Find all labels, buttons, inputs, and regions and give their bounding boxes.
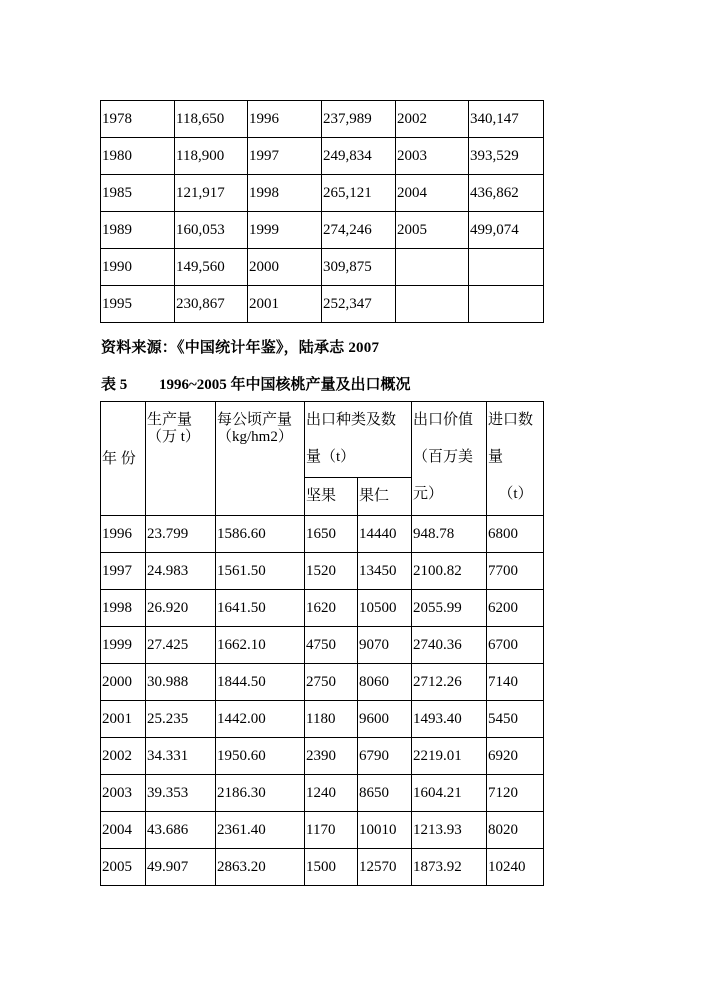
table-cell: 1170	[305, 812, 358, 849]
table-cell: 948.78	[412, 516, 487, 553]
table-cell: 274,246	[322, 212, 396, 249]
header-yield: 每公顷产量 （kg/hm2）	[216, 402, 305, 516]
table-cell: 1997	[248, 138, 322, 175]
header-export-value-line3: 元）	[413, 486, 444, 502]
table-cell: 118,650	[175, 101, 248, 138]
table-row	[101, 627, 544, 664]
table-row	[101, 812, 544, 849]
table-cell: 6790	[358, 738, 412, 775]
table-cell: 6700	[487, 627, 544, 664]
table-title	[101, 373, 411, 394]
table-cell	[396, 286, 469, 323]
table-row	[101, 249, 544, 286]
table-row	[101, 553, 544, 590]
table-row	[101, 738, 544, 775]
table-cell: 1240	[305, 775, 358, 812]
table-cell: 1999	[101, 627, 146, 664]
table-cell	[396, 249, 469, 286]
table-row	[101, 516, 544, 553]
table-cell: 118,900	[175, 138, 248, 175]
table-row	[101, 664, 544, 701]
header-export-types-line1: 出口种类及数	[306, 412, 397, 428]
table-cell: 23.799	[146, 516, 216, 553]
table-cell: 309,875	[322, 249, 396, 286]
table-cell: 1650	[305, 516, 358, 553]
table-cell: 230,867	[175, 286, 248, 323]
table-cell: 2001	[248, 286, 322, 323]
table-cell: 8060	[358, 664, 412, 701]
table-cell: 2740.36	[412, 627, 487, 664]
table-cell: 1500	[305, 849, 358, 886]
table-cell: 10240	[487, 849, 544, 886]
table-cell: 1995	[101, 286, 175, 323]
table-cell: 2001	[101, 701, 146, 738]
table-cell: 2712.26	[412, 664, 487, 701]
header-export-types-line2: 量（t）	[306, 449, 356, 465]
table-cell	[469, 249, 544, 286]
table-cell: 1641.50	[216, 590, 305, 627]
table-number: 表 5	[101, 377, 128, 393]
table-cell: 2219.01	[412, 738, 487, 775]
table-cell: 6200	[487, 590, 544, 627]
header-year: 年 份	[101, 402, 146, 516]
table-cell: 9600	[358, 701, 412, 738]
header-row-1	[101, 402, 544, 478]
table-cell: 2004	[396, 175, 469, 212]
table-cell: 8650	[358, 775, 412, 812]
table-cell: 25.235	[146, 701, 216, 738]
header-production-line1: 生产量	[147, 412, 193, 428]
header-yield-line1: 每公顷产量	[217, 412, 293, 428]
table-cell: 9070	[358, 627, 412, 664]
table-cell: 149,560	[175, 249, 248, 286]
table-cell: 499,074	[469, 212, 544, 249]
source-note: 资料来源：《中国统计年鉴》，陆承志 2007	[101, 340, 380, 356]
table-cell: 39.353	[146, 775, 216, 812]
table-cell: 2361.40	[216, 812, 305, 849]
table-cell: 160,053	[175, 212, 248, 249]
table-cell: 340,147	[469, 101, 544, 138]
table-cell: 237,989	[322, 101, 396, 138]
table-row	[101, 138, 544, 175]
header-production: 生产量 （万 t）	[146, 402, 216, 516]
table-cell: 2863.20	[216, 849, 305, 886]
header-import-line2: 量	[488, 449, 504, 465]
table-row	[101, 849, 544, 886]
table-cell: 1844.50	[216, 664, 305, 701]
table-cell: 1662.10	[216, 627, 305, 664]
table-cell: 7700	[487, 553, 544, 590]
table-cell: 13450	[358, 553, 412, 590]
table-cell: 1985	[101, 175, 175, 212]
header-import	[487, 402, 544, 516]
table-cell: 2750	[305, 664, 358, 701]
production-table	[100, 100, 544, 323]
table-row	[101, 775, 544, 812]
table-cell: 2003	[396, 138, 469, 175]
header-import-line3: （t）	[498, 486, 533, 502]
table-cell: 2390	[305, 738, 358, 775]
table-cell: 1996	[248, 101, 322, 138]
table-cell: 27.425	[146, 627, 216, 664]
table-cell: 4750	[305, 627, 358, 664]
table-cell: 10010	[358, 812, 412, 849]
table-cell: 30.988	[146, 664, 216, 701]
table-cell: 2004	[101, 812, 146, 849]
table-cell: 1989	[101, 212, 175, 249]
table-cell: 2002	[101, 738, 146, 775]
table-row	[101, 286, 544, 323]
header-export-value-line2: （百万美	[413, 449, 474, 465]
table-cell: 1604.21	[412, 775, 487, 812]
table-cell: 436,862	[469, 175, 544, 212]
table-cell: 2002	[396, 101, 469, 138]
table-cell: 43.686	[146, 812, 216, 849]
table-cell: 12570	[358, 849, 412, 886]
table-cell: 121,917	[175, 175, 248, 212]
table-cell: 249,834	[322, 138, 396, 175]
table-cell: 2003	[101, 775, 146, 812]
table-cell: 1213.93	[412, 812, 487, 849]
header-export-value-line1: 出口价值	[413, 412, 474, 428]
table-cell: 393,529	[469, 138, 544, 175]
table-cell: 6800	[487, 516, 544, 553]
table-cell: 1980	[101, 138, 175, 175]
header-nuts: 坚果	[305, 477, 358, 515]
table-cell: 1990	[101, 249, 175, 286]
table-row	[101, 590, 544, 627]
table-cell: 24.983	[146, 553, 216, 590]
table-cell: 1520	[305, 553, 358, 590]
table-cell: 49.907	[146, 849, 216, 886]
header-import-line1: 进口数	[488, 412, 534, 428]
table-cell: 1442.00	[216, 701, 305, 738]
production-table-body	[101, 101, 544, 323]
table-cell: 26.920	[146, 590, 216, 627]
table-cell: 1561.50	[216, 553, 305, 590]
table-row	[101, 212, 544, 249]
table-cell: 1998	[248, 175, 322, 212]
table-cell: 1586.60	[216, 516, 305, 553]
table-cell: 7140	[487, 664, 544, 701]
table-cell: 1873.92	[412, 849, 487, 886]
walnut-export-table	[100, 401, 544, 886]
table-row	[101, 175, 544, 212]
table-row	[101, 101, 544, 138]
table-caption: 1996~2005 年中国核桃产量及出口概况	[159, 377, 411, 393]
table-cell: 1493.40	[412, 701, 487, 738]
table-cell: 265,121	[322, 175, 396, 212]
table-cell: 2000	[248, 249, 322, 286]
table-cell: 1997	[101, 553, 146, 590]
table-cell: 1996	[101, 516, 146, 553]
table-cell: 10500	[358, 590, 412, 627]
table-cell: 2005	[101, 849, 146, 886]
table-cell: 1999	[248, 212, 322, 249]
table-cell: 1998	[101, 590, 146, 627]
table-cell: 252,347	[322, 286, 396, 323]
table-cell: 7120	[487, 775, 544, 812]
table-cell: 34.331	[146, 738, 216, 775]
table-cell: 6920	[487, 738, 544, 775]
table-cell: 1180	[305, 701, 358, 738]
table-cell: 1620	[305, 590, 358, 627]
table-cell: 1978	[101, 101, 175, 138]
table-cell	[469, 286, 544, 323]
table-cell: 5450	[487, 701, 544, 738]
table-cell: 2055.99	[412, 590, 487, 627]
header-export-types	[305, 402, 412, 478]
table-cell: 2100.82	[412, 553, 487, 590]
table-cell: 14440	[358, 516, 412, 553]
table-row	[101, 701, 544, 738]
table-cell: 1950.60	[216, 738, 305, 775]
table-cell: 2005	[396, 212, 469, 249]
table-cell: 8020	[487, 812, 544, 849]
walnut-export-table-body	[101, 516, 544, 886]
header-export-value	[412, 402, 487, 516]
header-kernels: 果仁	[358, 477, 412, 515]
table-cell: 2186.30	[216, 775, 305, 812]
table-cell: 2000	[101, 664, 146, 701]
